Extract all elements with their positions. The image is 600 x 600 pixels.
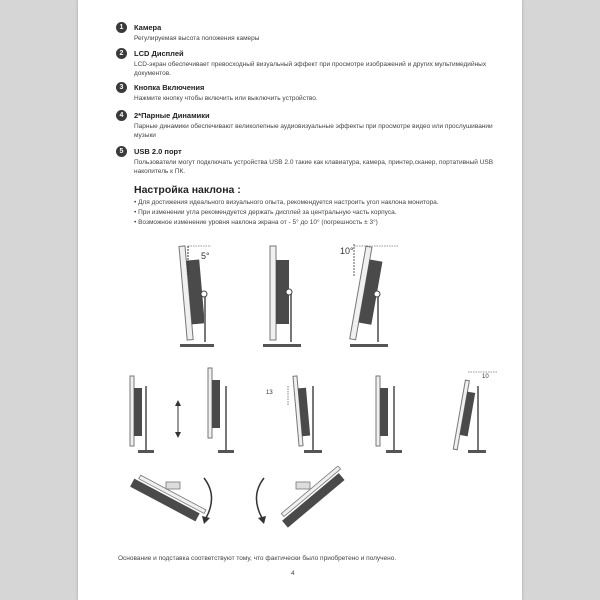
monitor-side-2	[208, 368, 234, 453]
feature-title: LCD Дисплей	[134, 49, 184, 58]
feature-title: Кнопка Включения	[134, 83, 205, 92]
height-rotation-diagrams	[108, 366, 508, 460]
feature-description: Нажмите кнопку чтобы включить или выключить устройство.	[134, 95, 318, 102]
tilt-section-title: Настройка наклона :	[134, 184, 241, 196]
angle-label-10: 10°	[340, 246, 354, 256]
monitor-tilt-10	[350, 244, 398, 347]
angle-label-5: 5°	[201, 251, 210, 261]
monitor-upright	[263, 246, 301, 347]
height-arrow-icon	[175, 400, 181, 438]
feature-description: Парные динамики обеспечивают великолепные аудиовизуальные эффекты при просмотре видео или прослушивании музыки	[134, 123, 493, 139]
small-label-10: 10	[482, 374, 489, 380]
tilt-instruction: • Возможное изменение уровня наклона экрана от - 5° до 10° (погрешность ± 3°)	[134, 218, 504, 228]
tilt-instruction: • Для достижения идеального визуального опыта, рекомендуется настроить угол наклона монитора.	[134, 198, 504, 208]
feature-number-badge: 5	[116, 146, 127, 157]
feature-description: Пользователи могут подключать устройства USB 2.0 такие как клавиатура, камера, принтер,сканер, портативный USB накопитель к ПК.	[134, 159, 494, 175]
monitor-pivot-right	[256, 466, 344, 528]
monitor-side-4	[376, 376, 402, 453]
monitor-pivot-left	[130, 475, 211, 524]
monitor-side-1	[130, 376, 154, 453]
feature-title: Камера	[134, 23, 162, 32]
feature-number-badge: 3	[116, 82, 127, 93]
small-label-13: 13	[266, 390, 273, 396]
feature-description: LCD-экран обеспечивает превосходный визуальный эффект при просмотре изображений и других мультимедийных документов.	[134, 61, 487, 77]
page-number: 4	[291, 570, 295, 577]
monitor-side-3	[288, 376, 322, 453]
feature-title: USB 2.0 порт	[134, 147, 182, 156]
footer-note: Основание и подставка соответствуют тому, что фактически было приобретено и получено.	[118, 555, 397, 562]
monitor-tilt-minus-5	[179, 246, 214, 347]
feature-description: Регулируемая высота положения камеры	[134, 35, 260, 42]
feature-number-badge: 2	[116, 48, 127, 59]
feature-number-badge: 1	[116, 22, 127, 33]
tilt-diagrams	[158, 232, 458, 354]
pivot-diagrams	[126, 466, 376, 538]
feature-number-badge: 4	[116, 110, 127, 121]
manual-page	[78, 0, 522, 600]
tilt-instructions	[134, 198, 504, 228]
monitor-side-5	[453, 372, 498, 453]
tilt-instruction: • При изменении угла рекомендуется держать дисплей за центральную часть корпуса.	[134, 208, 504, 218]
feature-title: 2*Парные Динамики	[134, 111, 210, 120]
